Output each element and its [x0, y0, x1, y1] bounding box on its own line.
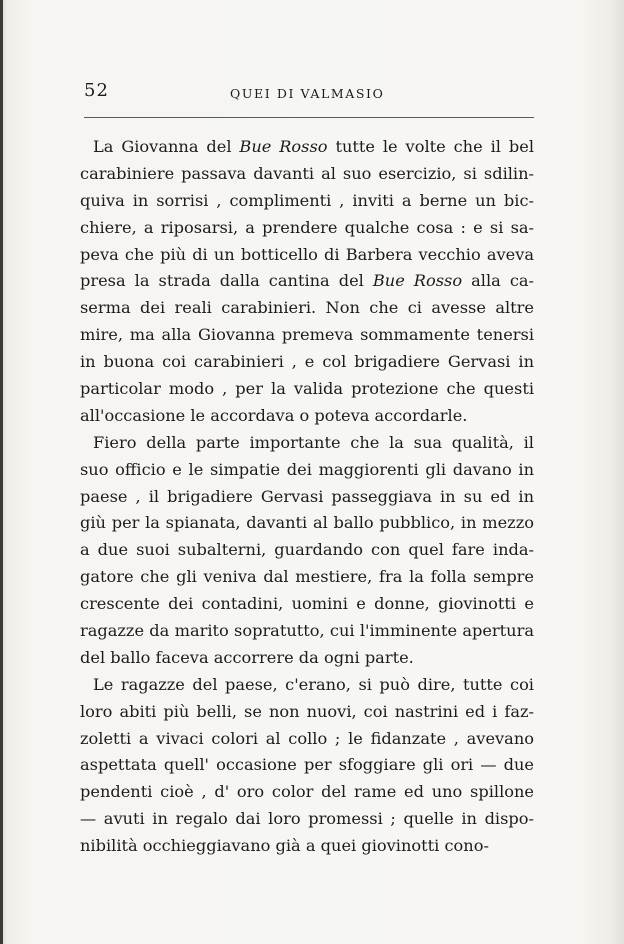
text-line — [80, 591, 534, 618]
text-run: gatore che gli veniva dal mestiere, fra la folla sempre — [80, 567, 534, 587]
page-header — [84, 80, 534, 108]
text-run: giù per la spianata, davanti al ballo pubblico, in mezzo — [80, 513, 534, 533]
text-line — [80, 510, 534, 537]
text-line — [80, 430, 534, 457]
text-line — [80, 457, 534, 484]
body-text — [80, 134, 534, 860]
italic-run: Bue Rosso — [372, 271, 463, 291]
text-run: pendenti cioè , d' oro color del rame ed uno spillone — [80, 782, 534, 802]
page-spine-edge — [0, 0, 3, 944]
text-run: alla ca- — [462, 271, 535, 291]
text-run: particolar modo , per la valida protezione che questi — [80, 379, 534, 399]
page-number: 52 — [84, 80, 109, 101]
text-line — [80, 806, 534, 833]
text-run: del ballo faceva accorrere da ogni parte. — [80, 647, 414, 667]
text-run: a due suoi subalterni, guardando con quel fare inda- — [80, 540, 534, 560]
paragraph — [80, 430, 534, 672]
text-run: chiere, a riposarsi, a prendere qualche cosa : e si sa- — [80, 217, 534, 237]
text-line — [80, 403, 534, 430]
text-line — [80, 564, 534, 591]
italic-run: Bue Rosso — [239, 137, 328, 156]
text-line — [80, 833, 534, 860]
text-run: La Giovanna del — [93, 137, 240, 156]
text-run: peva che più di un botticello di Barbera vecchio aveva — [80, 244, 534, 264]
text-run: — avuti in regalo dai loro promessi ; quelle in dispo- — [80, 809, 534, 829]
paragraph — [80, 134, 534, 430]
text-run: carabiniere passava davanti al suo esercizio, si sdilin- — [80, 163, 534, 183]
text-run: loro abiti più belli, se non nuovi, coi nastrini ed i faz- — [80, 701, 534, 721]
text-run: paese , il brigadiere Gervasi passeggiava in su ed in — [80, 486, 534, 506]
text-line — [80, 295, 534, 322]
text-run: serma dei reali carabinieri. Non che ci avesse altre — [80, 298, 534, 318]
text-run: presa la strada dalla cantina del — [80, 271, 373, 291]
text-line — [80, 349, 534, 376]
text-run: all'occasione le accordava o poteva accordarle. — [80, 405, 468, 425]
text-line — [80, 779, 534, 806]
text-line — [80, 188, 534, 215]
header-rule — [84, 117, 534, 118]
text-line — [80, 268, 534, 295]
text-line — [80, 672, 534, 699]
text-line — [80, 699, 534, 726]
text-line — [80, 537, 534, 564]
text-line — [80, 752, 534, 779]
text-line — [80, 161, 534, 188]
text-line — [80, 134, 534, 161]
text-line — [80, 726, 534, 753]
text-line — [80, 215, 534, 242]
text-line — [80, 618, 534, 645]
text-line — [80, 484, 534, 511]
text-line — [80, 322, 534, 349]
text-run: Le ragazze del paese, c'erano, si può dire, tutte coi — [93, 674, 534, 694]
text-line — [80, 376, 534, 403]
text-run: tutte le volte che il bel — [327, 137, 534, 156]
text-line — [80, 645, 534, 672]
text-run: aspettata quell' occasione per sfoggiare gli ori — due — [80, 755, 534, 775]
text-run: suo officio e le simpatie dei maggiorenti gli davano in — [80, 459, 534, 479]
paragraph — [80, 672, 534, 860]
text-run: ragazze da marito sopratutto, cui l'imminente apertura — [80, 621, 534, 641]
text-run: quiva in sorrisi , complimenti , inviti a berne un bic- — [80, 190, 534, 210]
running-head: QUEI DI VALMASIO — [230, 86, 385, 101]
text-run: Fiero della parte importante che la sua qualità, il — [93, 432, 534, 452]
text-run: nibilità occhieggiavano già a quei giovinotti cono- — [80, 836, 489, 856]
text-line — [80, 242, 534, 269]
text-run: mire, ma alla Giovanna premeva sommamente tenersi — [80, 325, 534, 345]
text-run: zoletti a vivaci colori al collo ; le fidanzate , avevano — [80, 728, 534, 748]
text-run: crescente dei contadini, uomini e donne, giovinotti e — [80, 594, 534, 614]
text-run: in buona coi carabinieri , e col brigadiere Gervasi in — [80, 352, 534, 372]
